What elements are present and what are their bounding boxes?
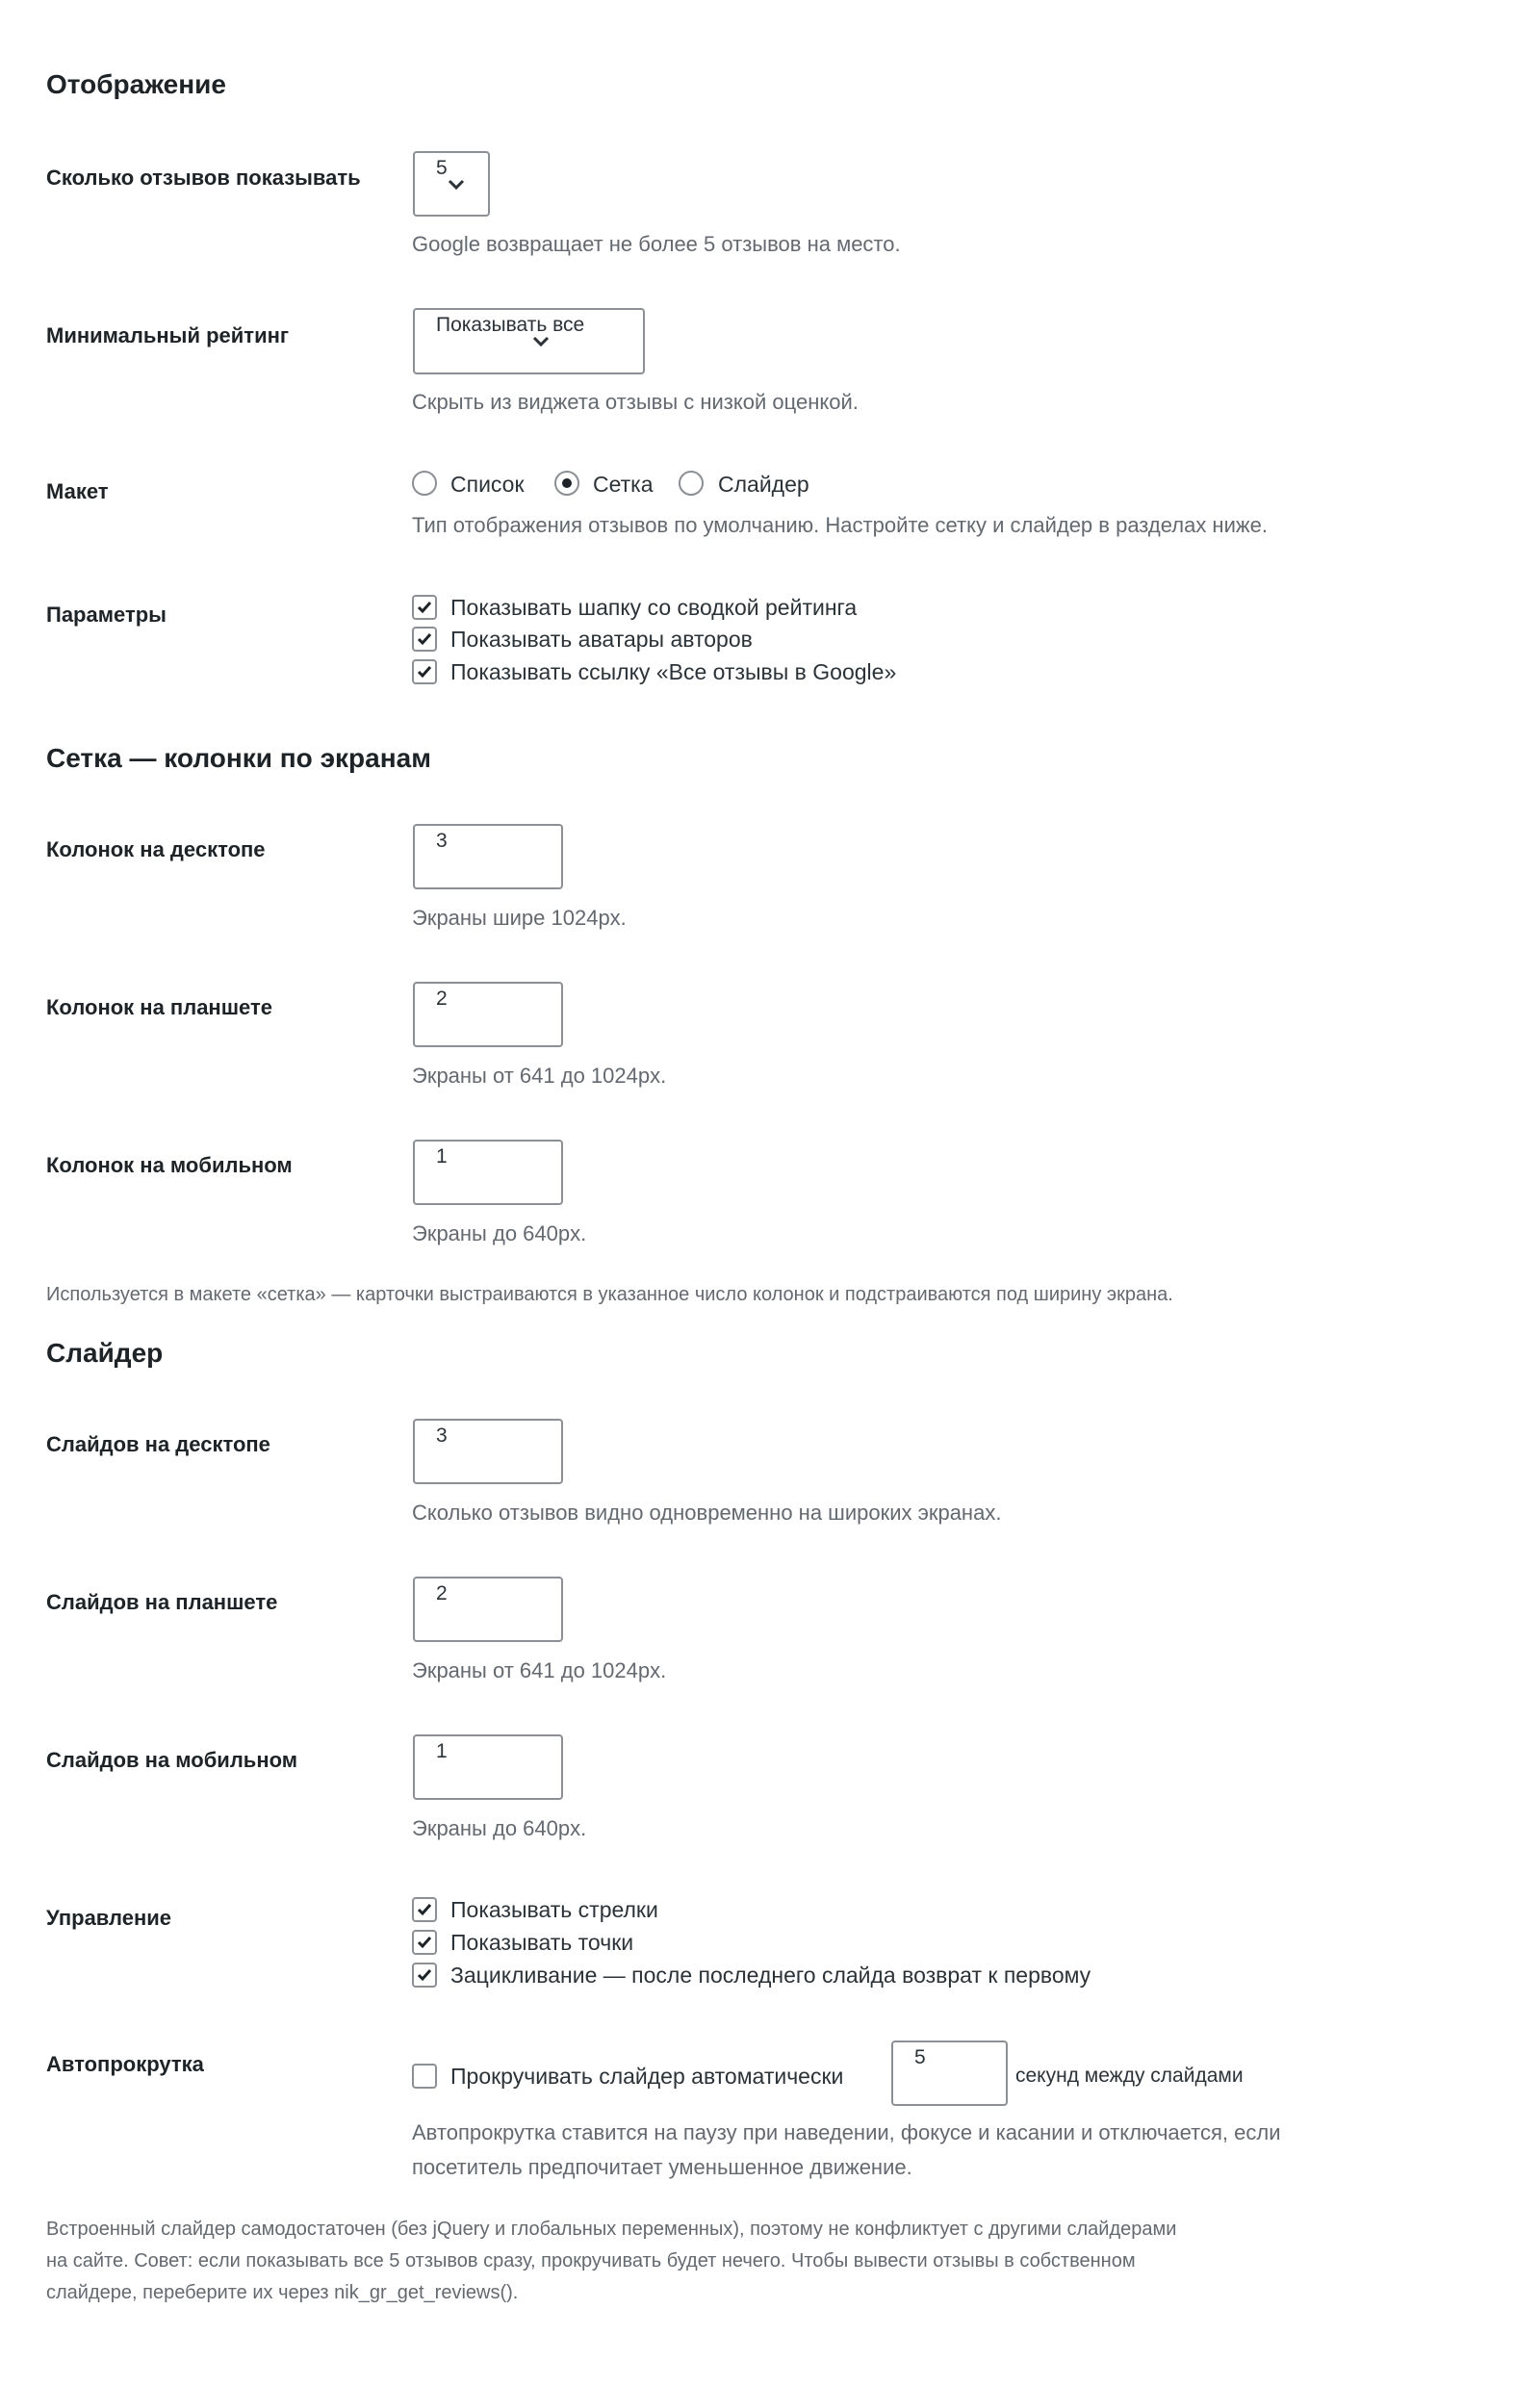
min-rating-description: Скрыть из виджета отзывы с низкой оценкой. (412, 390, 859, 414)
checkmark-icon (416, 599, 433, 616)
grid-desktop-description: Экраны шире 1024px. (412, 906, 627, 930)
slider-mobile-value: 1 (436, 1740, 448, 1762)
slider-tablet-label: Слайдов на планшете (46, 1590, 278, 1614)
autoplay-seconds-input[interactable] (891, 2040, 1008, 2106)
param-option-header: Показывать шапку со сводкой рейтинга (450, 595, 858, 620)
reviews-count-description: Google возвращает не более 5 отзывов на место. (412, 232, 901, 256)
slider-desktop-value: 3 (436, 1424, 448, 1447)
grid-tablet-label: Колонок на планшете (46, 995, 273, 1019)
autoplay-seconds-suffix: секунд между слайдами (1015, 2065, 1244, 2087)
reviews-count-label: Сколько отзывов показывать (46, 166, 361, 190)
slider-mobile-label: Слайдов на мобильном (46, 1748, 298, 1772)
params-label: Параметры (46, 603, 167, 627)
slider-tablet-description: Экраны от 641 до 1024px. (412, 1658, 667, 1682)
control-option-dots: Показывать точки (450, 1930, 634, 1955)
control-checkbox-loop[interactable] (412, 1963, 437, 1988)
grid-mobile-label: Колонок на мобильном (46, 1153, 293, 1177)
layout-radio-grid[interactable] (554, 471, 579, 496)
grid-mobile-value: 1 (436, 1145, 448, 1168)
grid-desktop-input[interactable] (413, 824, 563, 889)
slider-tablet-input[interactable] (413, 1577, 563, 1642)
checkmark-icon (416, 1901, 433, 1918)
control-checkbox-arrows[interactable] (412, 1897, 437, 1922)
layout-option-slider: Слайдер (718, 472, 809, 497)
min-rating-value: Показывать все (436, 314, 585, 336)
param-option-avatars: Показывать аватары авторов (450, 627, 753, 652)
min-rating-label: Минимальный рейтинг (46, 323, 290, 347)
layout-label: Макет (46, 479, 109, 503)
section-title-grid: Сетка — колонки по экранам (46, 743, 431, 773)
grid-tablet-input[interactable] (413, 982, 563, 1047)
param-checkbox-avatars[interactable] (412, 627, 437, 652)
section-title-slider: Слайдер (46, 1338, 164, 1368)
autoplay-description-line2: посетитель предпочитает уменьшенное движение. (412, 2155, 912, 2179)
slider-mobile-description: Экраны до 640px. (412, 1816, 587, 1840)
slider-desktop-label: Слайдов на десктопе (46, 1432, 270, 1456)
param-option-google-link: Показывать ссылку «Все отзывы в Google» (450, 659, 897, 684)
control-option-arrows: Показывать стрелки (450, 1897, 658, 1922)
control-checkbox-dots[interactable] (412, 1930, 437, 1955)
autoplay-description-line1: Автопрокрутка ставится на паузу при наведении, фокусе и касании и отключается, если (412, 2120, 1281, 2144)
reviews-count-value: 5 (436, 157, 448, 179)
reviews-count-select[interactable] (413, 151, 490, 217)
slider-footer-note-line3: слайдере, переберите их через nik_gr_get_reviews(). (46, 2282, 519, 2303)
autoplay-label: Автопрокрутка (46, 2052, 204, 2076)
slider-footer-note-line2: на сайте. Совет: если показывать все 5 отзывов сразу, прокручивать будет нечего. Чтобы вывести отзывы в собственном (46, 2250, 1136, 2272)
layout-radio-slider[interactable] (679, 471, 704, 496)
slider-desktop-input[interactable] (413, 1419, 563, 1484)
control-option-loop: Зацикливание — после последнего слайда возврат к первому (450, 1963, 1091, 1988)
param-checkbox-header[interactable] (412, 595, 437, 620)
grid-mobile-description: Экраны до 640px. (412, 1221, 587, 1245)
autoplay-checkbox-label: Прокручивать слайдер автоматически (450, 2064, 844, 2089)
checkmark-icon (416, 663, 433, 680)
min-rating-select[interactable] (413, 308, 645, 374)
chevron-down-icon (446, 178, 467, 192)
grid-note: Используется в макете «сетка» — карточки выстраиваются в указанное число колонок и подстраиваются под ширину экрана. (46, 1284, 1173, 1305)
grid-mobile-input[interactable] (413, 1140, 563, 1205)
chevron-down-icon (530, 335, 552, 348)
grid-desktop-value: 3 (436, 830, 448, 852)
layout-description: Тип отображения отзывов по умолчанию. Настройте сетку и слайдер в разделах ниже. (412, 513, 1268, 537)
checkmark-icon (416, 1966, 433, 1984)
layout-option-grid: Сетка (593, 472, 654, 497)
layout-option-list: Список (450, 472, 525, 497)
slider-mobile-input[interactable] (413, 1734, 563, 1800)
grid-tablet-value: 2 (436, 988, 448, 1010)
slider-desktop-description: Сколько отзывов видно одновременно на широких экранах. (412, 1501, 1002, 1525)
autoplay-checkbox[interactable] (412, 2064, 437, 2089)
layout-radio-list[interactable] (412, 471, 437, 496)
checkmark-icon (416, 630, 433, 648)
param-checkbox-google-link[interactable] (412, 659, 437, 684)
grid-desktop-label: Колонок на десктопе (46, 837, 266, 861)
section-title-display: Отображение (46, 69, 226, 99)
grid-tablet-description: Экраны от 641 до 1024px. (412, 1064, 667, 1088)
slider-footer-note-line1: Встроенный слайдер самодостаточен (без jQuery и глобальных переменных), поэтому не конфликтует с другими слайдерами (46, 2219, 1177, 2240)
slider-tablet-value: 2 (436, 1582, 448, 1604)
autoplay-seconds-value: 5 (914, 2046, 926, 2068)
controls-label: Управление (46, 1906, 172, 1930)
checkmark-icon (416, 1934, 433, 1951)
